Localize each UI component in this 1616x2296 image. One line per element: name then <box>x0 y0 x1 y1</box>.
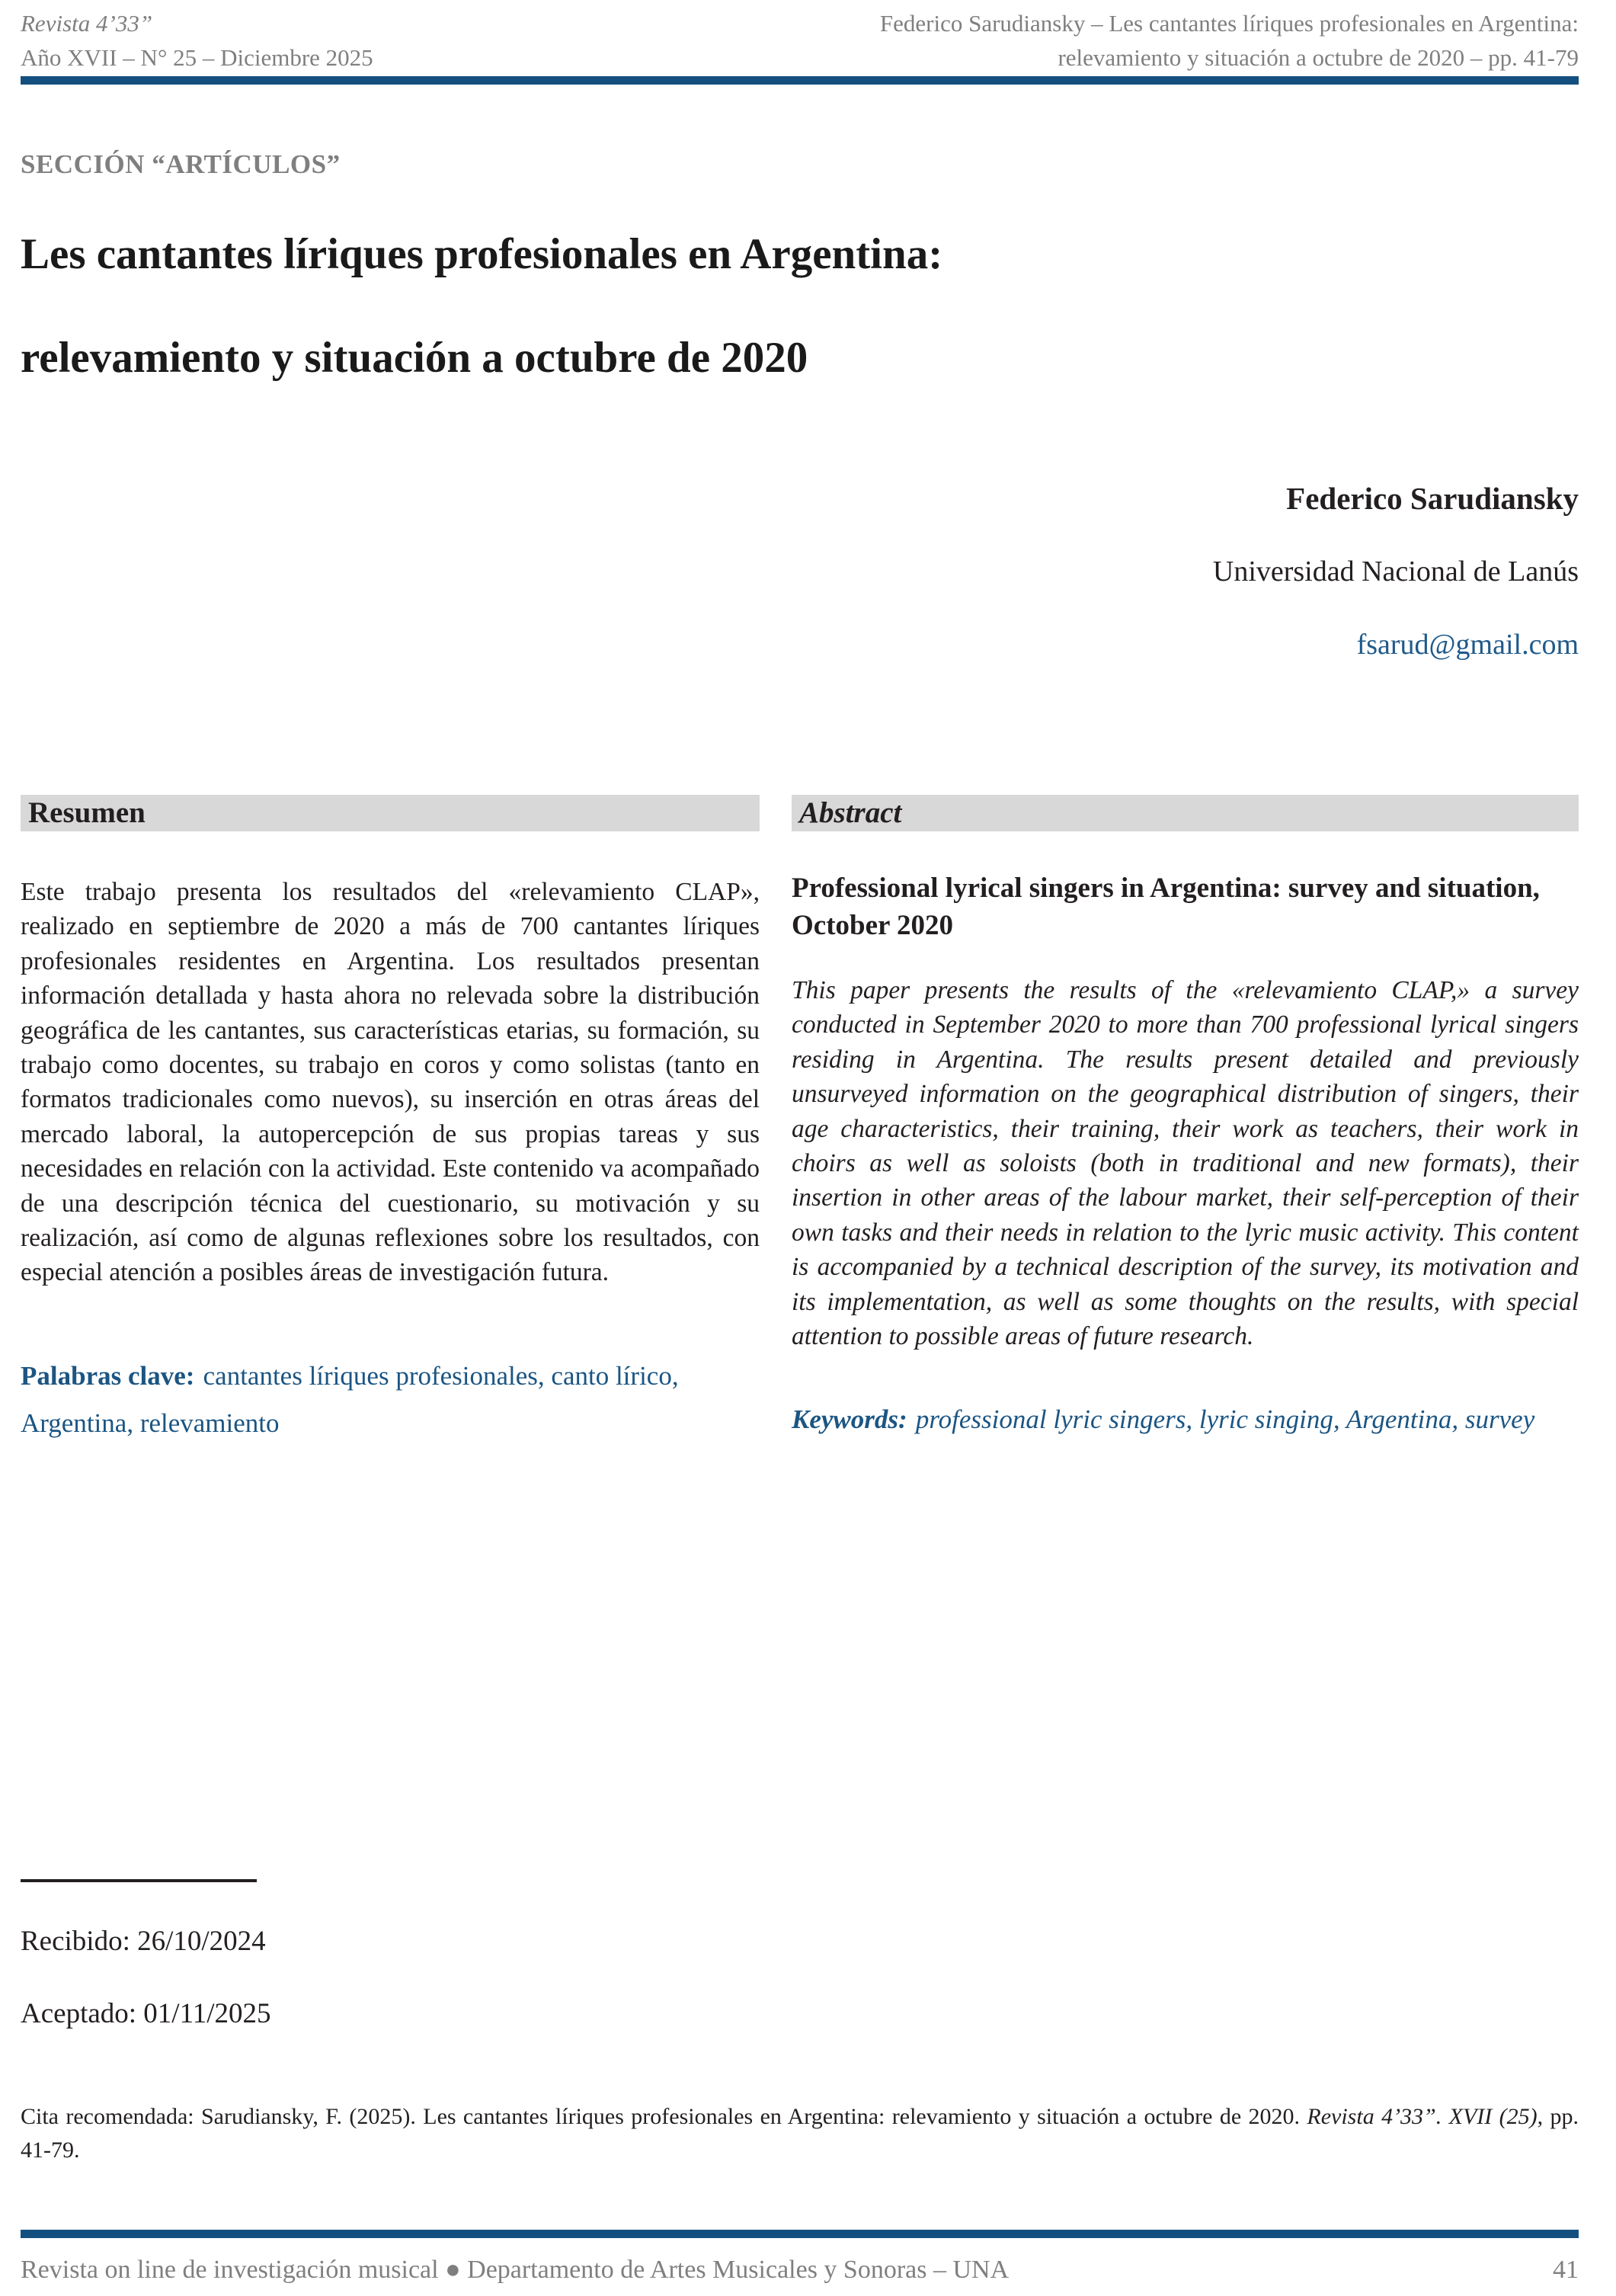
author-email-link[interactable]: fsarud@gmail.com <box>1356 629 1579 661</box>
issue-info: Año XVII – N° 25 – Diciembre 2025 <box>21 44 373 71</box>
abstract-heading: Abstract <box>792 795 1579 831</box>
page-number: 41 <box>1553 2256 1579 2284</box>
footnote-separator <box>21 1879 257 1882</box>
running-title-line2: relevamiento y situación a octubre de 2020 – pp. 41-79 <box>1058 44 1579 71</box>
author-affiliation: Universidad Nacional de Lanús <box>1212 556 1579 588</box>
recommended-citation <box>21 2100 1579 2167</box>
abstract-columns <box>21 795 1579 1447</box>
citation-journal-italic: Revista 4’33”. XVII (25) <box>1307 2104 1538 2129</box>
keywords-label: Keywords: <box>792 1404 907 1435</box>
resumen-body: Este trabajo presenta los resultados del «relevamiento CLAP», realizado en septiembre de 2020 a más de 700 cantantes líriques profesionales residentes en Argentina. Los resultados presentan información detallada y hasta ahora no relevada sobre la distribución geográfica de les cantantes, sus características etarias, su formación, su trabajo como docentes, su trabajo en coros y como solistas (tanto en formatos tradicionales como nuevos), su inserción en otras áreas del mercado laboral, la autopercepción de sus propias tareas y sus necesidades en relación con la actividad. Este contenido va acompañado de una descripción técnica del cuestionario, su motivación y su realización, así como de algunas reflexiones sobre los resultados, con especial atención a posibles áreas de investigación futura. <box>21 878 760 1287</box>
abstract-column <box>792 795 1579 1447</box>
section-label: SECCIÓN “ARTÍCULOS” <box>21 149 341 179</box>
received-date: Recibido: 26/10/2024 <box>21 1926 266 1957</box>
resumen-column <box>21 795 760 1447</box>
page-footer <box>21 2253 1579 2288</box>
accepted-date: Aceptado: 01/11/2025 <box>21 1998 271 2029</box>
palabras-clave-label: Palabras clave: <box>21 1360 195 1391</box>
article-title <box>21 230 943 382</box>
footer-rule <box>21 2230 1579 2238</box>
article-title-line2: relevamiento y situación a octubre de 2020 <box>21 334 808 382</box>
abstract-subtitle: Professional lyrical singers in Argentina: survey and situation, October 2020 <box>792 873 1540 941</box>
footer-journal-info: Revista on line de investigación musical ● Departamento de Artes Musicales y Sonoras – UNA <box>21 2256 1010 2284</box>
running-header-left <box>21 6 373 75</box>
palabras-clave-text: cantantes líriques profesionales, canto lírico, Argentina, relevamiento <box>21 1360 679 1438</box>
keywords-text: professional lyric singers, lyric singing, Argentina, survey <box>915 1404 1535 1435</box>
running-header-right <box>880 6 1579 75</box>
abstract-body: This paper presents the results of the «relevamiento CLAP,» a survey conducted in September 2020 to more than 700 professional lyrical singers residing in Argentina. The results present detailed and previously unsurveyed information on the geographical distribution of singers, their age characteristics, their training, their work as teachers, their work in choirs as well as soloists (both in traditional and new formats), their insertion in other areas of the labour market, their self-perception of their own tasks and their needs in relation to the lyric music activity. This content is accompanied by a technical description of the survey, its motivation and its implementation, as well as some thoughts on the results, with special attention to possible areas of future research. <box>792 976 1579 1351</box>
article-title-line1: Les cantantes líriques profesionales en Argentina: <box>21 230 943 278</box>
header-rule <box>21 76 1579 85</box>
author-block <box>1213 482 1579 661</box>
palabras-clave <box>21 1353 760 1447</box>
author-name: Federico Sarudiansky <box>1286 481 1579 516</box>
citation-prefix: Cita recomendada: Sarudiansky, F. (2025). Les cantantes líriques profesionales en Argentina: relevamiento y situación a octubre de 2020. <box>21 2104 1307 2129</box>
running-header <box>21 6 1579 75</box>
resumen-heading: Resumen <box>21 795 760 831</box>
running-title-line1: Federico Sarudiansky – Les cantantes líriques profesionales en Argentina: <box>879 10 1579 37</box>
keywords <box>792 1396 1579 1443</box>
dates-block <box>21 1925 270 2031</box>
journal-name: Revista 4’33” <box>21 10 153 37</box>
citation-suffix: , pp. 41-79. <box>21 2104 1579 2163</box>
